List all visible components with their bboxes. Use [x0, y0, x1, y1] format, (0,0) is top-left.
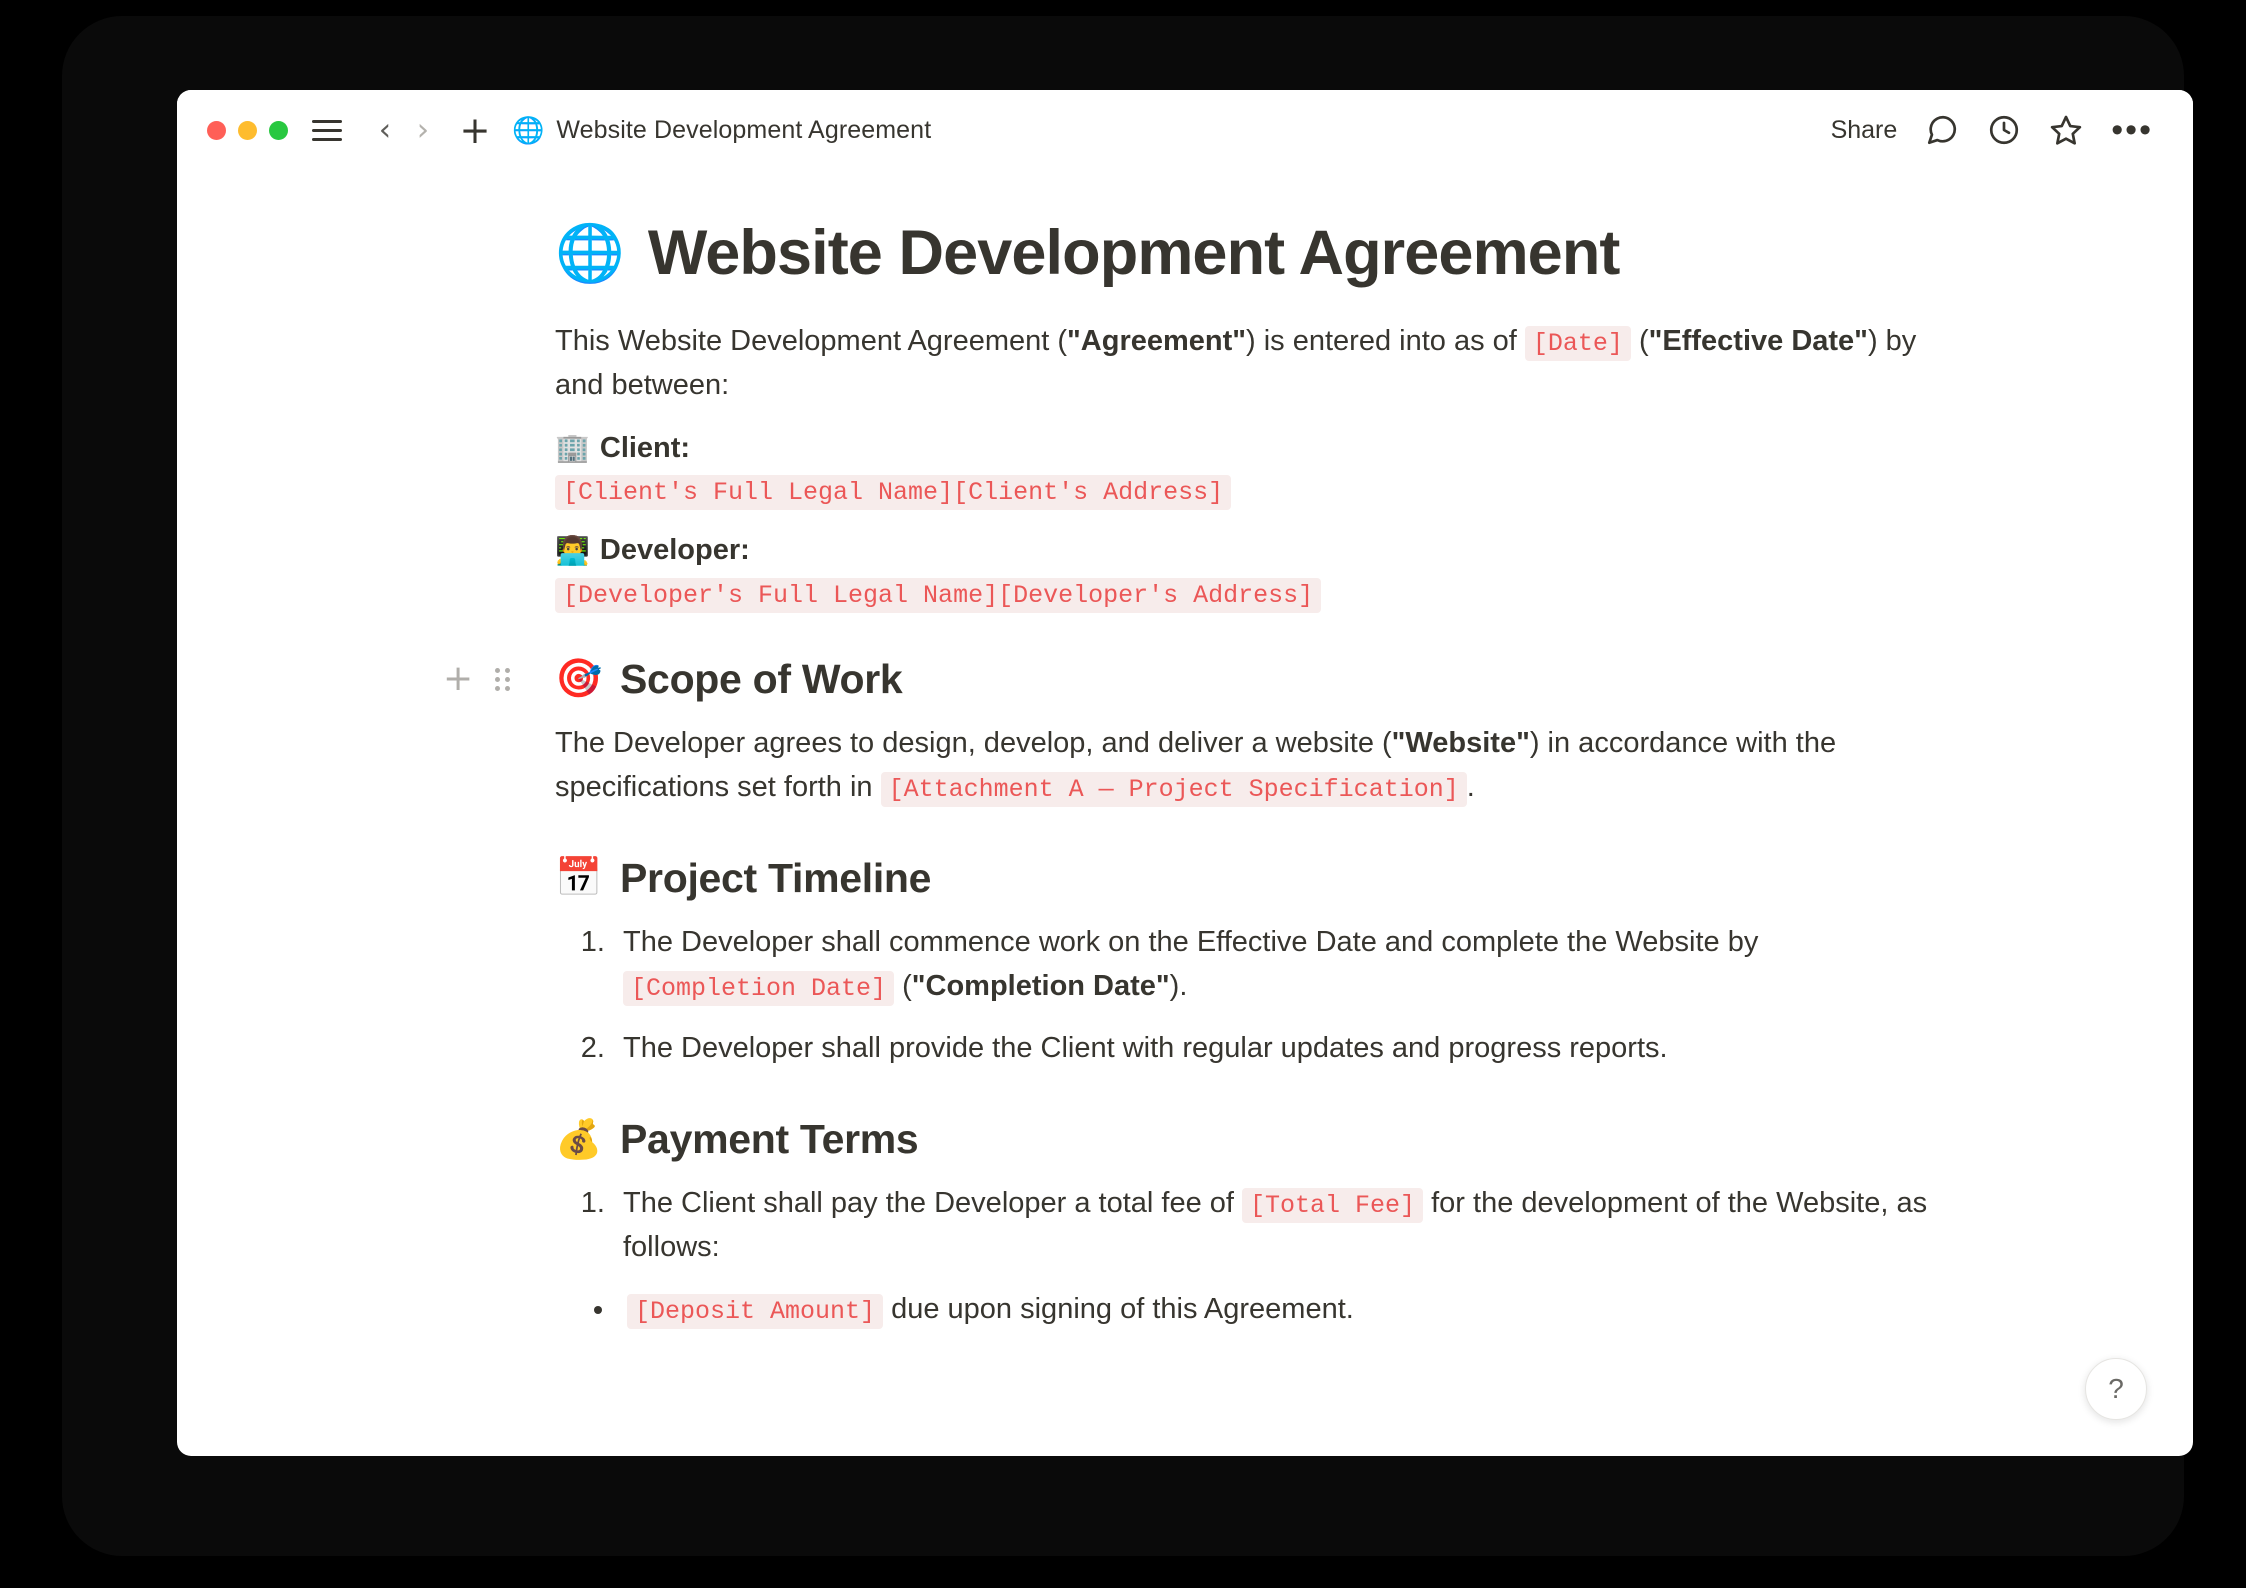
sidebar-toggle-icon[interactable]	[312, 113, 346, 147]
payment-terms-list	[555, 1181, 1935, 1269]
intro-text-4: ) by and between:	[555, 324, 1917, 401]
deposit-text: due upon signing of this Agreement.	[883, 1293, 1354, 1326]
money-bag-icon: 💰	[555, 1118, 603, 1161]
page-title-text[interactable]: Website Development Agreement	[647, 218, 1620, 288]
attachment-placeholder[interactable]: [Attachment A — Project Specification]	[881, 772, 1467, 807]
comment-icon[interactable]	[1925, 113, 1959, 147]
timeline-item2-text: The Developer shall provide the Client with regular updates and progress reports.	[623, 1032, 1668, 1065]
client-placeholder[interactable]: [Client's Full Legal Name][Client's Address]	[555, 475, 1231, 510]
more-options-icon[interactable]: •••	[2111, 110, 2153, 149]
list-item[interactable]	[613, 920, 1935, 1008]
breadcrumb-title[interactable]: Website Development Agreement	[556, 115, 932, 144]
back-navigation-icon[interactable]: ‹	[378, 111, 392, 148]
building-icon: 🏢	[555, 432, 590, 464]
payment-terms-bullets	[555, 1287, 1935, 1331]
client-label-row[interactable]	[555, 427, 1935, 471]
list-item[interactable]	[613, 1181, 1935, 1269]
target-icon: 🎯	[555, 658, 603, 701]
section-heading-project-timeline[interactable]	[555, 855, 1935, 902]
developer-label-row[interactable]	[555, 529, 1935, 573]
document-area	[177, 170, 2193, 1456]
share-button[interactable]: Share	[1830, 115, 1898, 144]
intro-text-1: This Website Development Agreement (	[555, 324, 1068, 357]
payment-item1-text-1: The Client shall pay the Developer a total fee of	[623, 1187, 1243, 1220]
history-clock-icon[interactable]	[1987, 113, 2021, 147]
favorite-star-icon[interactable]	[2049, 113, 2083, 147]
completion-date-placeholder[interactable]: [Completion Date]	[623, 971, 894, 1006]
project-timeline-heading-text[interactable]: Project Timeline	[620, 854, 932, 901]
scope-text-1: The Developer agrees to design, develop, and deliver a website (	[555, 726, 1392, 759]
intro-paragraph[interactable]	[555, 319, 1935, 407]
page-title	[555, 218, 1935, 289]
close-window-button[interactable]	[207, 121, 226, 140]
app-window	[177, 90, 2193, 1456]
scope-of-work-heading-text[interactable]: Scope of Work	[620, 655, 903, 702]
project-timeline-list	[555, 920, 1935, 1070]
total-fee-placeholder[interactable]: [Total Fee]	[1242, 1188, 1423, 1223]
agreement-term: "Agreement"	[1067, 324, 1247, 357]
forward-navigation-icon[interactable]: ›	[416, 111, 430, 148]
timeline-item1-text-2: (	[894, 969, 912, 1002]
effective-date-term: "Effective Date"	[1648, 324, 1868, 357]
new-page-icon[interactable]: +	[459, 108, 491, 152]
window-controls[interactable]	[207, 121, 288, 140]
developer-placeholder[interactable]: [Developer's Full Legal Name][Developer's Address]	[555, 578, 1321, 613]
title-bar-actions	[1830, 110, 2159, 149]
breadcrumb[interactable]	[512, 116, 931, 145]
developer-placeholder-row[interactable]	[555, 581, 1935, 610]
client-placeholder-row[interactable]	[555, 478, 1935, 507]
block-handles[interactable]	[443, 658, 511, 700]
intro-text-2: ) is entered into as of	[1246, 324, 1525, 357]
intro-text-3: (	[1630, 324, 1649, 357]
page-icon-globe-icon[interactable]: 🌐	[555, 220, 624, 284]
payment-terms-heading-text[interactable]: Payment Terms	[620, 1116, 919, 1163]
payment-item1-text-2: for the development of the Website, as follows:	[623, 1187, 1928, 1264]
globe-icon: 🌐	[512, 115, 545, 145]
minimize-window-button[interactable]	[238, 121, 257, 140]
client-label: Client:	[599, 431, 691, 464]
calendar-icon: 📅	[555, 857, 603, 900]
deposit-amount-placeholder[interactable]: [Deposit Amount]	[627, 1294, 883, 1329]
list-item[interactable]	[613, 1026, 1935, 1070]
document-content	[443, 218, 1935, 1331]
drag-handle-icon[interactable]	[495, 668, 511, 691]
developer-label: Developer:	[599, 534, 750, 567]
scope-text-2: ) in accordance with the specifications set forth in	[555, 726, 1837, 803]
add-block-icon[interactable]: +	[443, 658, 473, 700]
section-heading-scope-of-work[interactable]	[443, 655, 1935, 703]
help-button[interactable]: ?	[2085, 1358, 2147, 1420]
timeline-item1-text-3: ).	[1169, 969, 1188, 1002]
device-bezel	[62, 16, 2184, 1556]
list-item[interactable]	[617, 1287, 1935, 1331]
completion-date-term: "Completion Date"	[911, 969, 1170, 1002]
scope-of-work-paragraph[interactable]	[555, 721, 1935, 809]
timeline-item1-text-1: The Developer shall commence work on the Effective Date and complete the Website by	[623, 925, 1759, 958]
section-heading-payment-terms[interactable]	[555, 1116, 1935, 1163]
maximize-window-button[interactable]	[269, 121, 288, 140]
website-term: "Website"	[1391, 726, 1530, 759]
scope-text-3: .	[1466, 770, 1475, 803]
title-bar	[177, 90, 2193, 170]
technologist-icon: 👨‍💻	[555, 534, 590, 566]
date-placeholder[interactable]: [Date]	[1525, 326, 1631, 361]
